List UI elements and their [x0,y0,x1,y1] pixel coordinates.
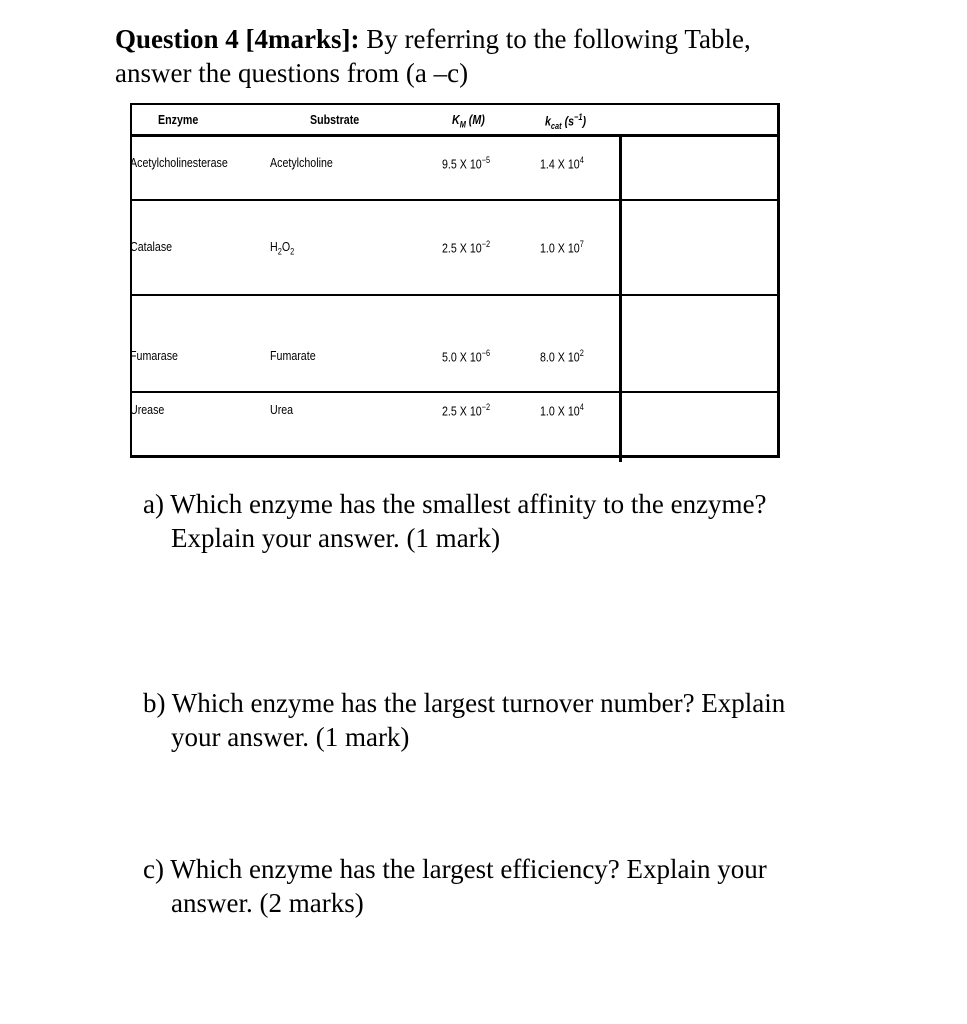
question-heading [115,22,895,90]
row2-substrate: $H_2O_2$ [270,239,295,257]
question-a [143,487,843,555]
question-a-line2: Explain your answer. (1 mark) [171,523,501,553]
row2-enzyme: Catalase [130,239,173,254]
question-b-line2: your answer. (1 mark) [171,722,410,752]
row4-km: 2.5 X $10^{-2}$ [442,402,491,419]
row-divider [130,294,780,296]
row1-enzyme: Acetylcholinesterase [130,155,228,170]
row2-km: 2.5 X $10^{-2}$ [442,239,491,256]
row3-substrate: Fumarate [270,348,316,363]
column-divider [619,134,622,462]
question-c-line1: c) Which enzyme has the largest efficiency? Explain your [143,854,767,884]
header-enzyme: Enzyme [158,112,199,127]
header-divider [130,134,780,137]
row1-substrate: Acetylcholine [270,155,333,170]
row2-kcat: 1.0 X $10^7$ [540,239,584,256]
question-intro-line2: answer the questions from (a –c) [115,58,469,88]
question-c [143,852,843,920]
header-km: $K_M$ (M) [452,112,485,130]
enzyme-table [130,103,780,458]
table-border-bottom [130,455,780,458]
header-substrate: Substrate [310,112,360,127]
question-a-line1: a) Which enzyme has the smallest affinity to the enzyme? [143,489,767,519]
row1-kcat: 1.4 X $10^4$ [540,155,584,172]
question-c-line2: answer. (2 marks) [171,888,364,918]
question-b [143,686,843,754]
row4-enzyme: Urease [130,402,165,417]
row-divider [130,391,780,393]
question-b-line1: b) Which enzyme has the largest turnover number? Explain [143,688,786,718]
row3-kcat: 8.0 X $10^2$ [540,348,584,365]
table-border-top [130,103,780,105]
row4-substrate: Urea [270,402,294,417]
question-intro: By referring to the following Table, [359,24,751,54]
table-border-right [777,103,780,458]
row3-km: 5.0 X $10^{-6}$ [442,348,491,365]
question-title: Question 4 [4marks]: [115,24,360,54]
header-kcat: $k_{cat}$ $(s^{-1})$ [545,112,587,131]
row-divider [130,199,780,201]
row4-kcat: 1.0 X $10^4$ [540,402,584,419]
row1-km: 9.5 X $10^{-5}$ [442,155,491,172]
row3-enzyme: Fumarase [130,348,178,363]
